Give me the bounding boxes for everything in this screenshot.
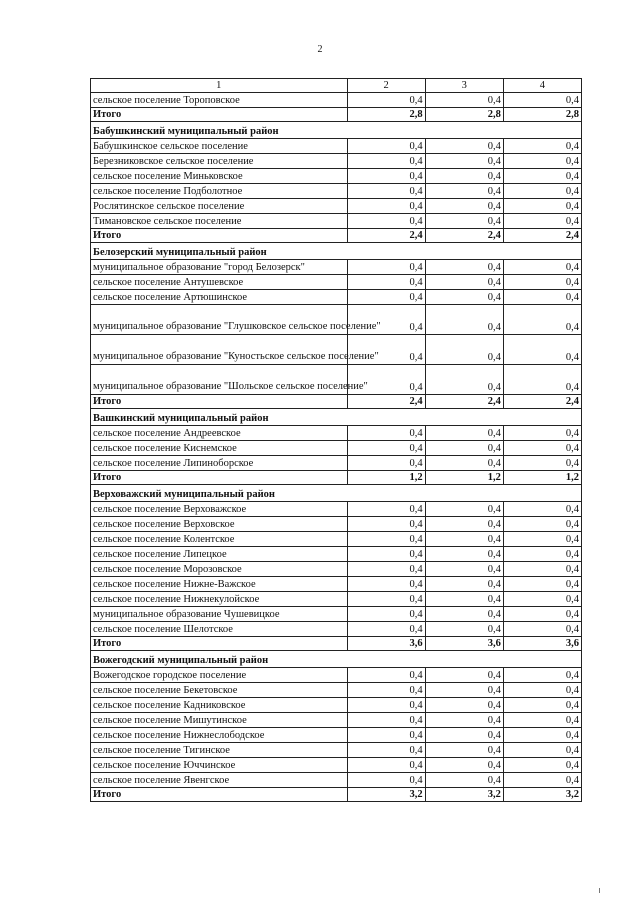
value-cell: 0,4 [503, 365, 581, 395]
value-cell: 2,4 [503, 229, 581, 243]
value-cell: 0,4 [347, 728, 425, 743]
table-row [91, 456, 582, 471]
value-cell: 0,4 [503, 502, 581, 517]
table-row [91, 698, 582, 713]
value-cell: 0,4 [347, 456, 425, 471]
column-header: 2 [347, 79, 425, 93]
value-cell: 0,4 [503, 743, 581, 758]
value-cell: 0,4 [425, 713, 503, 728]
settlement-name: сельское поселение Липиноборское [91, 456, 348, 471]
total-label: Итого [91, 788, 348, 802]
settlement-name: сельское поселение Шелотское [91, 622, 348, 637]
settlement-name: Тимановское сельское поселение [91, 214, 348, 229]
value-cell: 2,4 [425, 229, 503, 243]
total-row [91, 229, 582, 243]
value-cell: 0,4 [503, 275, 581, 290]
value-cell: 3,2 [425, 788, 503, 802]
table-row [91, 305, 582, 335]
table-row [91, 502, 582, 517]
settlement-name: сельское поселение Андреевское [91, 426, 348, 441]
page-number: 2 [317, 44, 323, 55]
value-cell: 0,4 [425, 532, 503, 547]
column-header: 1 [91, 79, 348, 93]
value-cell: 0,4 [503, 305, 581, 335]
settlement-name: Березниковское сельское поселение [91, 154, 348, 169]
value-cell: 0,4 [347, 592, 425, 607]
value-cell: 0,4 [425, 154, 503, 169]
value-cell: 0,4 [347, 365, 425, 395]
value-cell: 0,4 [347, 199, 425, 214]
settlement-name: сельское поселение Артюшинское [91, 290, 348, 305]
value-cell: 0,4 [425, 169, 503, 184]
district-header-row [91, 409, 582, 426]
value-cell: 0,4 [503, 290, 581, 305]
table-row [91, 199, 582, 214]
settlement-name: муниципальное образование "Шольское сельское поселение" [91, 365, 348, 395]
value-cell: 0,4 [347, 184, 425, 199]
table-row [91, 607, 582, 622]
value-cell: 0,4 [347, 607, 425, 622]
column-header-row [91, 79, 582, 93]
value-cell: 0,4 [347, 93, 425, 108]
district-name: Бабушкинский муниципальный район [91, 122, 582, 139]
table-row [91, 547, 582, 562]
table-row [91, 683, 582, 698]
settlement-name: муниципальное образование "Глушковское сельское поселение" [91, 305, 348, 335]
table-row [91, 668, 582, 683]
table-row [91, 184, 582, 199]
district-header-row [91, 651, 582, 668]
table-row [91, 517, 582, 532]
total-row [91, 395, 582, 409]
table-row [91, 441, 582, 456]
settlement-name: сельское поселение Юччинское [91, 758, 348, 773]
total-label: Итого [91, 395, 348, 409]
value-cell: 0,4 [425, 184, 503, 199]
settlement-name: сельское поселение Подболотное [91, 184, 348, 199]
value-cell: 0,4 [503, 773, 581, 788]
value-cell: 0,4 [503, 728, 581, 743]
total-label: Итого [91, 108, 348, 122]
settlement-name: сельское поселение Колентское [91, 532, 348, 547]
value-cell: 0,4 [347, 502, 425, 517]
value-cell: 0,4 [425, 214, 503, 229]
value-cell: 0,4 [425, 592, 503, 607]
settlement-name: сельское поселение Бекетовское [91, 683, 348, 698]
value-cell: 2,8 [425, 108, 503, 122]
value-cell: 0,4 [503, 668, 581, 683]
value-cell: 0,4 [425, 456, 503, 471]
value-cell: 0,4 [347, 577, 425, 592]
total-label: Итого [91, 229, 348, 243]
settlement-name: сельское поселение Нижне-Важское [91, 577, 348, 592]
value-cell: 0,4 [425, 93, 503, 108]
column-header: 4 [503, 79, 581, 93]
value-cell: 0,4 [503, 456, 581, 471]
settlement-name: Вожегодское городское поселение [91, 668, 348, 683]
value-cell: 2,8 [503, 108, 581, 122]
table-row [91, 532, 582, 547]
total-row [91, 788, 582, 802]
value-cell: 0,4 [425, 577, 503, 592]
table-row [91, 365, 582, 395]
value-cell: 0,4 [425, 441, 503, 456]
settlement-name: сельское поселение Тигинское [91, 743, 348, 758]
value-cell: 0,4 [347, 290, 425, 305]
value-cell: 0,4 [347, 622, 425, 637]
district-name: Верховажский муниципальный район [91, 485, 582, 502]
settlement-name: сельское поселение Нижнекулойское [91, 592, 348, 607]
value-cell: 2,4 [425, 395, 503, 409]
value-cell: 0,4 [503, 441, 581, 456]
value-cell: 0,4 [503, 683, 581, 698]
settlement-name: муниципальное образование "Куностьское сельское поселение" [91, 335, 348, 365]
value-cell: 0,4 [503, 577, 581, 592]
value-cell: 0,4 [503, 154, 581, 169]
value-cell: 0,4 [347, 154, 425, 169]
settlement-name: сельское поселение Нижнеслободское [91, 728, 348, 743]
value-cell: 0,4 [425, 335, 503, 365]
value-cell: 0,4 [347, 562, 425, 577]
value-cell: 0,4 [425, 758, 503, 773]
total-label: Итого [91, 471, 348, 485]
table-row [91, 154, 582, 169]
value-cell: 0,4 [347, 275, 425, 290]
value-cell: 0,4 [347, 517, 425, 532]
value-cell: 0,4 [503, 547, 581, 562]
value-cell: 0,4 [503, 758, 581, 773]
total-row [91, 637, 582, 651]
settlement-name: сельское поселение Мишутинское [91, 713, 348, 728]
value-cell: 0,4 [347, 441, 425, 456]
district-header-row [91, 485, 582, 502]
value-cell: 1,2 [425, 471, 503, 485]
value-cell: 3,6 [347, 637, 425, 651]
value-cell: 0,4 [347, 547, 425, 562]
table-row [91, 577, 582, 592]
value-cell: 0,4 [425, 517, 503, 532]
value-cell: 0,4 [503, 607, 581, 622]
value-cell: 0,4 [347, 139, 425, 154]
value-cell: 0,4 [503, 592, 581, 607]
value-cell: 0,4 [425, 426, 503, 441]
value-cell: 0,4 [503, 698, 581, 713]
total-row [91, 471, 582, 485]
settlement-name: сельское поселение Миньковское [91, 169, 348, 184]
value-cell: 0,4 [347, 683, 425, 698]
value-cell: 0,4 [503, 562, 581, 577]
scan-mark [599, 888, 600, 893]
value-cell: 0,4 [425, 668, 503, 683]
value-cell: 0,4 [425, 743, 503, 758]
value-cell: 0,4 [347, 758, 425, 773]
value-cell: 0,4 [425, 260, 503, 275]
settlement-name: сельское поселение Тороповское [91, 93, 348, 108]
value-cell: 0,4 [425, 773, 503, 788]
value-cell: 0,4 [347, 773, 425, 788]
table-row [91, 290, 582, 305]
table-row [91, 713, 582, 728]
value-cell: 1,2 [347, 471, 425, 485]
value-cell: 0,4 [503, 335, 581, 365]
settlement-name: сельское поселение Кадниковское [91, 698, 348, 713]
value-cell: 0,4 [503, 169, 581, 184]
table-row [91, 275, 582, 290]
value-cell: 0,4 [347, 532, 425, 547]
value-cell: 3,2 [503, 788, 581, 802]
total-label: Итого [91, 637, 348, 651]
table-row [91, 139, 582, 154]
district-name: Белозерский муниципальный район [91, 243, 582, 260]
value-cell: 0,4 [503, 199, 581, 214]
value-cell: 0,4 [347, 260, 425, 275]
value-cell: 0,4 [347, 743, 425, 758]
settlement-name: муниципальное образование "город Белозерск" [91, 260, 348, 275]
table-row [91, 773, 582, 788]
table-row [91, 260, 582, 275]
value-cell: 0,4 [347, 713, 425, 728]
value-cell: 2,4 [347, 395, 425, 409]
table-row [91, 335, 582, 365]
total-row [91, 108, 582, 122]
value-cell: 0,4 [425, 728, 503, 743]
district-header-row [91, 122, 582, 139]
value-cell: 0,4 [347, 698, 425, 713]
table-row [91, 622, 582, 637]
value-cell: 0,4 [425, 502, 503, 517]
value-cell: 3,6 [503, 637, 581, 651]
settlement-name: сельское поселение Верховское [91, 517, 348, 532]
value-cell: 0,4 [503, 184, 581, 199]
table-row [91, 743, 582, 758]
table-row [91, 758, 582, 773]
value-cell: 2,8 [347, 108, 425, 122]
value-cell: 0,4 [425, 305, 503, 335]
value-cell: 0,4 [503, 426, 581, 441]
value-cell: 0,4 [425, 365, 503, 395]
settlement-name: Бабушкинское сельское поселение [91, 139, 348, 154]
value-cell: 1,2 [503, 471, 581, 485]
value-cell: 0,4 [347, 426, 425, 441]
value-cell: 0,4 [347, 305, 425, 335]
value-cell: 0,4 [503, 622, 581, 637]
value-cell: 0,4 [425, 607, 503, 622]
value-cell: 0,4 [347, 668, 425, 683]
district-header-row [91, 243, 582, 260]
allocation-table [90, 78, 582, 802]
value-cell: 0,4 [503, 214, 581, 229]
value-cell: 0,4 [503, 93, 581, 108]
value-cell: 0,4 [425, 622, 503, 637]
district-name: Вашкинский муниципальный район [91, 409, 582, 426]
value-cell: 0,4 [425, 275, 503, 290]
value-cell: 0,4 [503, 517, 581, 532]
settlement-name: сельское поселение Морозовское [91, 562, 348, 577]
table-row [91, 592, 582, 607]
value-cell: 0,4 [347, 335, 425, 365]
value-cell: 0,4 [503, 260, 581, 275]
value-cell: 0,4 [425, 199, 503, 214]
value-cell: 0,4 [347, 214, 425, 229]
value-cell: 0,4 [503, 139, 581, 154]
value-cell: 0,4 [425, 139, 503, 154]
value-cell: 0,4 [425, 562, 503, 577]
settlement-name: сельское поселение Киснемское [91, 441, 348, 456]
value-cell: 0,4 [503, 532, 581, 547]
settlement-name: сельское поселение Явенгское [91, 773, 348, 788]
value-cell: 2,4 [503, 395, 581, 409]
value-cell: 0,4 [425, 547, 503, 562]
settlement-name: сельское поселение Верховажское [91, 502, 348, 517]
settlement-name: сельское поселение Липецкое [91, 547, 348, 562]
value-cell: 0,4 [425, 698, 503, 713]
table-row [91, 93, 582, 108]
district-name: Вожегодский муниципальный район [91, 651, 582, 668]
value-cell: 0,4 [347, 169, 425, 184]
table-row [91, 728, 582, 743]
settlement-name: сельское поселение Антушевское [91, 275, 348, 290]
settlement-name: Рослятинское сельское поселение [91, 199, 348, 214]
value-cell: 0,4 [503, 713, 581, 728]
settlement-name: муниципальное образование Чушевицкое [91, 607, 348, 622]
column-header: 3 [425, 79, 503, 93]
table-row [91, 426, 582, 441]
value-cell: 3,2 [347, 788, 425, 802]
value-cell: 3,6 [425, 637, 503, 651]
table-row [91, 169, 582, 184]
table-row [91, 214, 582, 229]
table-row [91, 562, 582, 577]
value-cell: 0,4 [425, 683, 503, 698]
value-cell: 0,4 [425, 290, 503, 305]
value-cell: 2,4 [347, 229, 425, 243]
